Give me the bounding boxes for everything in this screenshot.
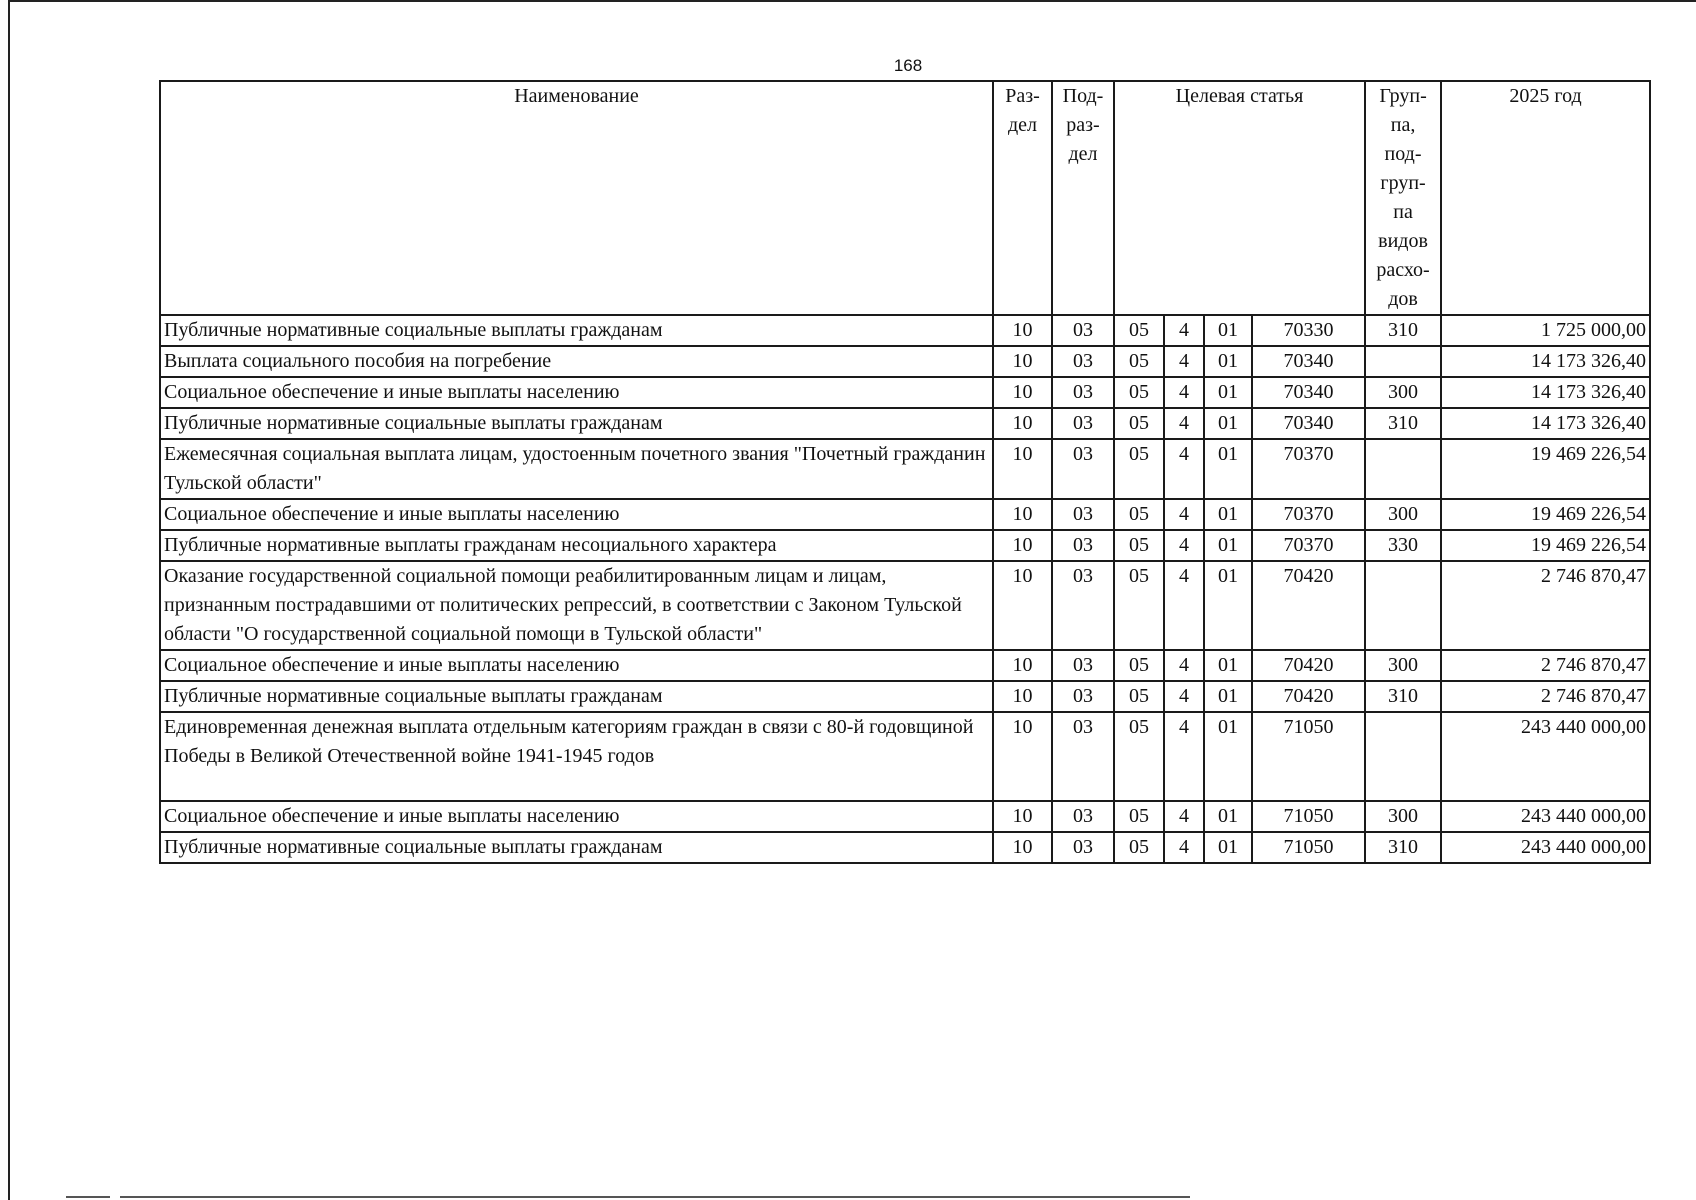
row-expense-group-cell: 300 (1365, 801, 1441, 832)
header-expense-group (1365, 81, 1441, 315)
table-header-row (160, 81, 1650, 315)
row-name-cell: Социальное обеспечение и иные выплаты населению (160, 801, 993, 832)
row-expense-group-cell: 310 (1365, 315, 1441, 346)
row-expense-group-cell: 300 (1365, 650, 1441, 681)
row-target-subprogram-cell: 01 (1204, 346, 1252, 377)
row-razdel-cell: 10 (993, 561, 1052, 650)
row-amount-cell: 14 173 326,40 (1441, 377, 1650, 408)
row-amount-cell: 19 469 226,54 (1441, 439, 1650, 499)
row-podrazdel-cell: 03 (1052, 832, 1114, 863)
row-name-cell: Публичные нормативные социальные выплаты гражданам (160, 832, 993, 863)
row-expense-group-cell (1365, 712, 1441, 801)
row-amount-cell: 14 173 326,40 (1441, 346, 1650, 377)
row-name-cell: Социальное обеспечение и иные выплаты населению (160, 650, 993, 681)
row-target-direction-cell: 70370 (1252, 530, 1365, 561)
table-row (160, 315, 1650, 346)
row-target-direction-cell: 70340 (1252, 408, 1365, 439)
header-line: па, (1390, 114, 1416, 136)
table-row (160, 801, 1650, 832)
row-target-type-cell: 4 (1164, 315, 1204, 346)
header-line: Под- (1062, 85, 1104, 107)
row-expense-group-cell: 310 (1365, 681, 1441, 712)
scan-border-top (8, 0, 1696, 2)
table-row (160, 499, 1650, 530)
row-amount-cell: 2 746 870,47 (1441, 561, 1650, 650)
row-target-type-cell: 4 (1164, 681, 1204, 712)
header-target-article: Целевая статья (1114, 81, 1365, 315)
table-row (160, 346, 1650, 377)
scan-border-left (8, 0, 10, 1200)
row-target-type-cell: 4 (1164, 499, 1204, 530)
scan-border-bottom (120, 1196, 1190, 1198)
row-expense-group-cell: 300 (1365, 377, 1441, 408)
row-podrazdel-cell: 03 (1052, 346, 1114, 377)
row-target-program-cell: 05 (1114, 712, 1164, 801)
row-amount-cell: 243 440 000,00 (1441, 801, 1650, 832)
table-row (160, 439, 1650, 499)
row-target-subprogram-cell: 01 (1204, 650, 1252, 681)
row-target-subprogram-cell: 01 (1204, 377, 1252, 408)
row-target-subprogram-cell: 01 (1204, 408, 1252, 439)
row-razdel-cell: 10 (993, 315, 1052, 346)
row-target-type-cell: 4 (1164, 346, 1204, 377)
header-podrazdel (1052, 81, 1114, 315)
row-target-program-cell: 05 (1114, 832, 1164, 863)
row-expense-group-cell: 300 (1365, 499, 1441, 530)
row-podrazdel-cell: 03 (1052, 561, 1114, 650)
row-razdel-cell: 10 (993, 832, 1052, 863)
row-name-cell: Публичные нормативные выплаты гражданам несоциального характера (160, 530, 993, 561)
row-razdel-cell: 10 (993, 801, 1052, 832)
row-amount-cell: 19 469 226,54 (1441, 530, 1650, 561)
header-line: раз- (1066, 114, 1100, 136)
row-target-program-cell: 05 (1114, 377, 1164, 408)
row-podrazdel-cell: 03 (1052, 530, 1114, 561)
row-razdel-cell: 10 (993, 712, 1052, 801)
row-name-cell: Публичные нормативные социальные выплаты гражданам (160, 315, 993, 346)
row-expense-group-cell (1365, 439, 1441, 499)
row-podrazdel-cell: 03 (1052, 681, 1114, 712)
table-row (160, 561, 1650, 650)
header-line: па (1393, 201, 1413, 223)
row-expense-group-cell (1365, 346, 1441, 377)
row-amount-cell: 19 469 226,54 (1441, 499, 1650, 530)
table-body (160, 315, 1650, 863)
row-amount-cell: 2 746 870,47 (1441, 650, 1650, 681)
row-target-direction-cell: 70340 (1252, 346, 1365, 377)
row-target-subprogram-cell: 01 (1204, 801, 1252, 832)
row-target-subprogram-cell: 01 (1204, 832, 1252, 863)
header-name: Наименование (160, 81, 993, 315)
table-row (160, 408, 1650, 439)
header-podrazdel-text (1056, 82, 1110, 169)
row-target-direction-cell: 70370 (1252, 439, 1365, 499)
row-target-subprogram-cell: 01 (1204, 499, 1252, 530)
row-name-cell: Публичные нормативные социальные выплаты гражданам (160, 681, 993, 712)
row-amount-cell: 243 440 000,00 (1441, 832, 1650, 863)
row-target-direction-cell: 70420 (1252, 681, 1365, 712)
row-target-type-cell: 4 (1164, 712, 1204, 801)
row-target-direction-cell: 71050 (1252, 832, 1365, 863)
row-razdel-cell: 10 (993, 408, 1052, 439)
row-amount-cell: 14 173 326,40 (1441, 408, 1650, 439)
row-target-program-cell: 05 (1114, 801, 1164, 832)
row-target-type-cell: 4 (1164, 439, 1204, 499)
row-amount-cell: 1 725 000,00 (1441, 315, 1650, 346)
row-target-subprogram-cell: 01 (1204, 530, 1252, 561)
row-podrazdel-cell: 03 (1052, 408, 1114, 439)
row-target-program-cell: 05 (1114, 346, 1164, 377)
row-podrazdel-cell: 03 (1052, 439, 1114, 499)
row-expense-group-cell: 330 (1365, 530, 1441, 561)
header-line: дел (1068, 143, 1098, 165)
table-row (160, 712, 1650, 801)
row-target-program-cell: 05 (1114, 681, 1164, 712)
row-podrazdel-cell: 03 (1052, 801, 1114, 832)
row-podrazdel-cell: 03 (1052, 377, 1114, 408)
row-name-cell: Социальное обеспечение и иные выплаты населению (160, 499, 993, 530)
row-expense-group-cell (1365, 561, 1441, 650)
row-name-cell: Оказание государственной социальной помощи реабилитированным лицам и лицам, признанным пострадавшими от политических репрессий, в соответствии с Законом Тульской области "О государственной социальной помощи в Тульской области" (160, 561, 993, 650)
row-name-cell: Выплата социального пособия на погребение (160, 346, 993, 377)
row-target-program-cell: 05 (1114, 499, 1164, 530)
row-podrazdel-cell: 03 (1052, 499, 1114, 530)
row-target-direction-cell: 71050 (1252, 801, 1365, 832)
row-target-subprogram-cell: 01 (1204, 315, 1252, 346)
row-target-direction-cell: 70370 (1252, 499, 1365, 530)
row-target-direction-cell: 70340 (1252, 377, 1365, 408)
header-razdel-text (997, 82, 1048, 140)
row-target-program-cell: 05 (1114, 561, 1164, 650)
row-podrazdel-cell: 03 (1052, 650, 1114, 681)
row-target-subprogram-cell: 01 (1204, 439, 1252, 499)
row-target-program-cell: 05 (1114, 315, 1164, 346)
header-line: видов (1378, 230, 1428, 252)
header-expense-group-text (1369, 82, 1437, 314)
row-name-cell: Социальное обеспечение и иные выплаты населению (160, 377, 993, 408)
table-row (160, 530, 1650, 561)
row-amount-cell: 243 440 000,00 (1441, 712, 1650, 801)
row-razdel-cell: 10 (993, 377, 1052, 408)
scan-border-bottom-stub (66, 1196, 110, 1198)
page-number: 168 (893, 56, 923, 75)
row-target-direction-cell: 71050 (1252, 712, 1365, 801)
table-row (160, 650, 1650, 681)
table-row (160, 681, 1650, 712)
row-target-subprogram-cell: 01 (1204, 712, 1252, 801)
row-target-type-cell: 4 (1164, 530, 1204, 561)
row-target-direction-cell: 70420 (1252, 650, 1365, 681)
header-line: Груп- (1379, 85, 1427, 107)
row-target-type-cell: 4 (1164, 832, 1204, 863)
row-podrazdel-cell: 03 (1052, 315, 1114, 346)
row-target-program-cell: 05 (1114, 530, 1164, 561)
row-target-type-cell: 4 (1164, 377, 1204, 408)
header-line: дов (1388, 288, 1418, 310)
header-razdel (993, 81, 1052, 315)
row-name-cell: Единовременная денежная выплата отдельным категориям граждан в связи с 80-й годовщиной Победы в Великой Отечественной войне 1941-1945 годов (160, 712, 993, 801)
row-amount-cell: 2 746 870,47 (1441, 681, 1650, 712)
header-line: груп- (1380, 172, 1426, 194)
row-razdel-cell: 10 (993, 650, 1052, 681)
row-target-subprogram-cell: 01 (1204, 681, 1252, 712)
row-target-program-cell: 05 (1114, 439, 1164, 499)
budget-table (159, 80, 1651, 864)
row-target-direction-cell: 70420 (1252, 561, 1365, 650)
budget-table-wrapper (159, 80, 1651, 864)
row-target-type-cell: 4 (1164, 801, 1204, 832)
header-line: Раз- (1005, 85, 1040, 107)
row-razdel-cell: 10 (993, 530, 1052, 561)
row-target-type-cell: 4 (1164, 408, 1204, 439)
table-row (160, 832, 1650, 863)
row-expense-group-cell: 310 (1365, 408, 1441, 439)
row-razdel-cell: 10 (993, 499, 1052, 530)
row-name-cell: Ежемесячная социальная выплата лицам, удостоенным почетного звания "Почетный гражданин Тульской области" (160, 439, 993, 499)
header-line: расхо- (1376, 259, 1430, 281)
row-razdel-cell: 10 (993, 681, 1052, 712)
row-razdel-cell: 10 (993, 439, 1052, 499)
row-name-cell: Публичные нормативные социальные выплаты гражданам (160, 408, 993, 439)
row-expense-group-cell: 310 (1365, 832, 1441, 863)
row-razdel-cell: 10 (993, 346, 1052, 377)
row-target-direction-cell: 70330 (1252, 315, 1365, 346)
header-line: дел (1007, 114, 1038, 136)
row-podrazdel-cell: 03 (1052, 712, 1114, 801)
table-row (160, 377, 1650, 408)
row-target-subprogram-cell: 01 (1204, 561, 1252, 650)
row-target-type-cell: 4 (1164, 561, 1204, 650)
row-target-type-cell: 4 (1164, 650, 1204, 681)
header-year: 2025 год (1441, 81, 1650, 315)
row-target-program-cell: 05 (1114, 408, 1164, 439)
header-line: под- (1384, 143, 1422, 165)
row-target-program-cell: 05 (1114, 650, 1164, 681)
